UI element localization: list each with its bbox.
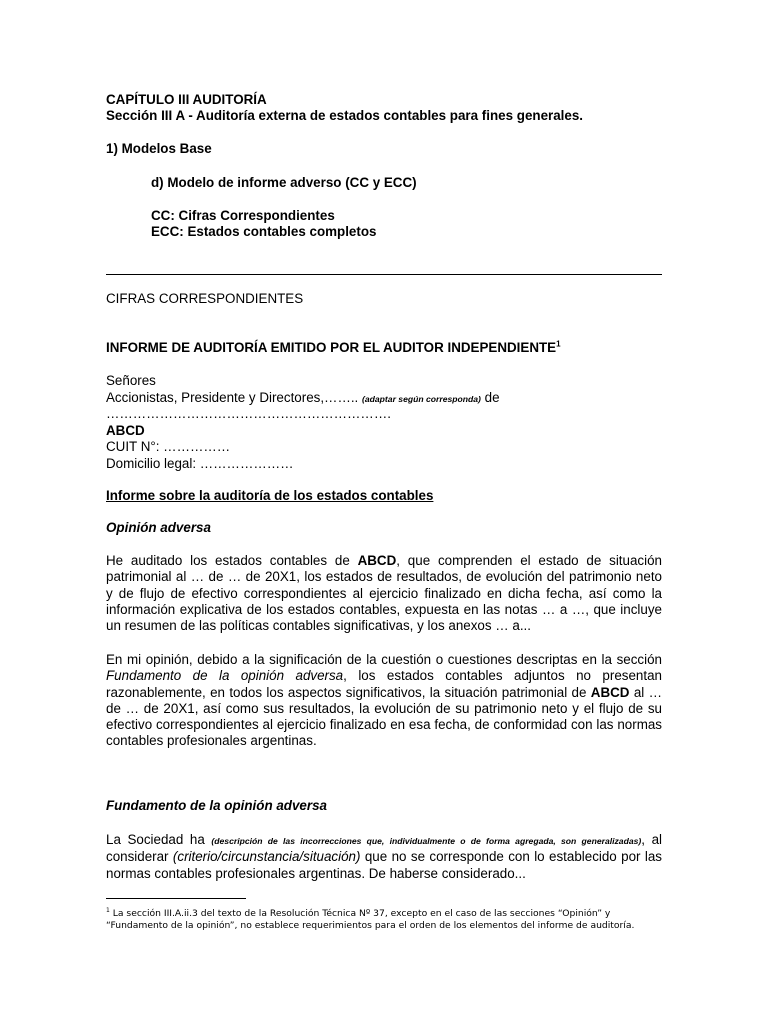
footnote-text-1: La sección III.A.ii.3 del texto de la Resolución Técnica Nº 37, excepto en el caso de las secciones “Opinión” y: [109, 908, 611, 920]
p2-text-c: al … de … de 20X1, así como sus resultados, la evolución de su patrimonio neto y el flujo de su efectivo correspondientes al ejercicio finalizado en esa fecha, de conformidad con las normas contables profesionales argentinas.: [106, 684, 662, 749]
p2-text-b: , los estados contables adjuntos no presentan razonablemente, en todos los aspectos significativos, la situación patrimonial de: [106, 668, 662, 700]
horizontal-divider: [106, 274, 662, 275]
report-section-heading: Informe sobre la auditoría de los estados contables: [106, 488, 434, 503]
chapter-title: CAPÍTULO III AUDITORÍA: [106, 92, 267, 107]
footnote-divider: [106, 898, 246, 899]
p1-text-b: , que comprenden el estado de situación patrimonial al … de … de 20X1, los estados de resultados, de evolución del patrimonio neto y de flujo de efectivo correspondientes al ejercicio finalizado en dicha fecha, así como la información explicativa de los estados contables, expuesta en las notas … a …, que incluye un resumen de las políticas contables significativas, y los anexos … a...: [106, 553, 662, 634]
paragraph-3: [106, 832, 662, 882]
domicilio-line: Domicilio legal: …………………: [106, 456, 294, 471]
p2-text-a: En mi opinión, debido a la significación de la cuestión o cuestiones descriptas en la sección: [106, 652, 662, 667]
p1-company: ABCD: [357, 553, 397, 568]
p3-text-a: La Sociedad ha: [106, 832, 212, 847]
footnote-reference: 1: [556, 339, 561, 349]
p3-note: (descripción de las incorrecciones que, individualmente o de forma agregada, son generalizadas): [211, 836, 642, 846]
paragraph-1: [106, 553, 662, 634]
p3-criterion: (criterio/circunstancia/situación): [172, 849, 361, 865]
doc-subtitle: CIFRAS CORRESPONDIENTES: [106, 291, 304, 306]
paragraph-2: [106, 652, 662, 750]
dots-line: ……………………………………………………….: [106, 406, 391, 421]
adapt-note: (adaptar según corresponda): [362, 394, 481, 404]
de-text: de: [480, 390, 500, 405]
report-title: [106, 340, 561, 356]
salutation: Señores: [106, 373, 156, 388]
footnote-line-2: “Fundamento de la opinión”, no establece requerimientos para el orden de los elementos del informe de auditoría.: [106, 920, 635, 931]
cc-definition: CC: Cifras Correspondientes: [151, 208, 335, 223]
p2-company: ABCD: [590, 684, 630, 700]
p1-text-a: He auditado los estados contables de: [106, 553, 358, 568]
cuit-line: CUIT N°: ……………: [106, 439, 231, 454]
basis-heading: Fundamento de la opinión adversa: [106, 798, 327, 813]
ecc-definition: ECC: Estados contables completos: [151, 224, 377, 239]
models-heading: 1) Modelos Base: [106, 141, 212, 156]
addressees: [106, 390, 500, 407]
p2-section-ref: Fundamento de la opinión adversa: [106, 668, 344, 684]
report-title-text: INFORME DE AUDITORÍA EMITIDO POR EL AUDITOR INDEPENDIENTE: [106, 340, 557, 355]
section-title: Sección III A - Auditoría externa de estados contables para fines generales.: [106, 108, 584, 123]
opinion-heading: Opinión adversa: [106, 520, 211, 535]
addressees-text: Accionistas, Presidente y Directores,……..: [106, 390, 359, 405]
p3-text-c: que no se corresponde con lo establecido por las normas contables profesionales argentinas. De haberse considerado...: [106, 849, 663, 881]
p3-text-b: , al considerar: [106, 832, 662, 865]
footnote-number: 1: [106, 907, 110, 914]
model-d-heading: d) Modelo de informe adverso (CC y ECC): [151, 175, 417, 190]
company-name: ABCD: [106, 423, 145, 438]
